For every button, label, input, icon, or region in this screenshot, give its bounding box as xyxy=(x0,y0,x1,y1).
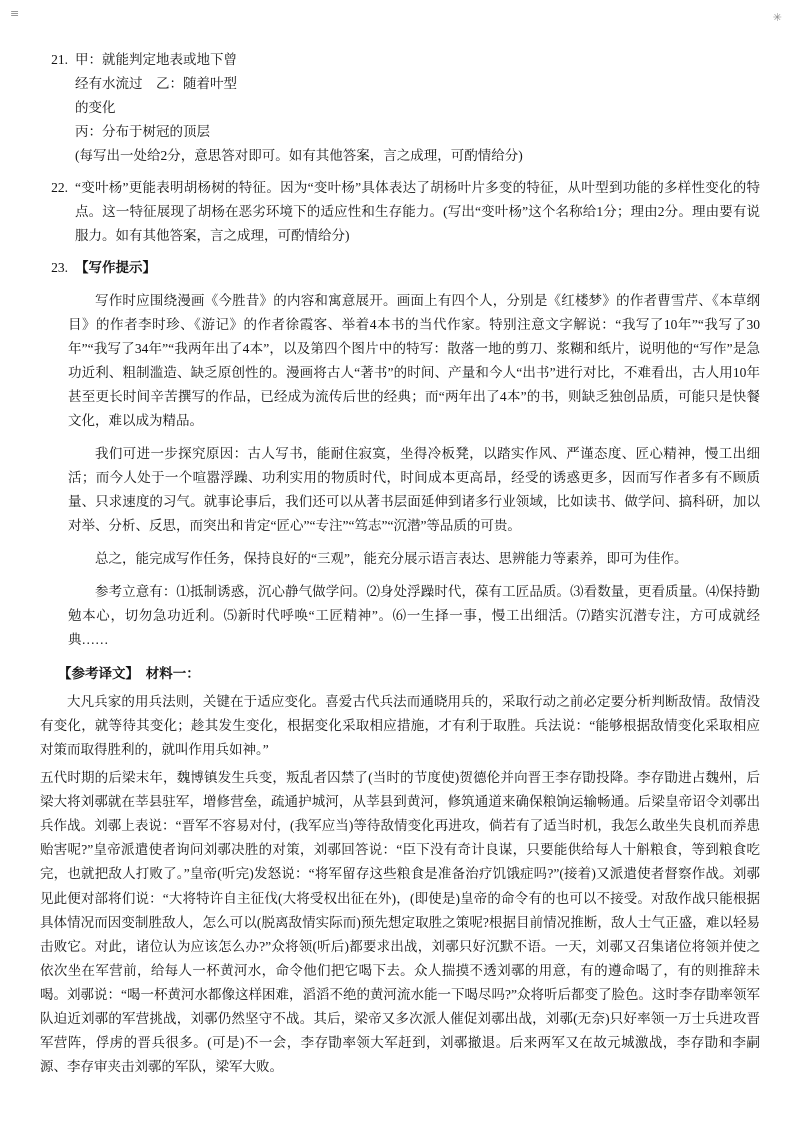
answer-item-21 xyxy=(40,48,760,168)
item-text xyxy=(75,176,760,248)
writing-hint-para-1: 写作时应围绕漫画《今胜昔》的内容和寓意展开。画面上有四个人，分别是《红楼梦》的作者曹雪芹、《本草纲目》的作者李时珍、《游记》的作者徐霞客、举着4本书的当代作家。特别注意文字解说：“我写了10年”“我写了30年”“我写了34年”“我两年出了4本”，以及第四个图片中的特写：散落一地的剪刀、浆糊和纸片，说明他的“写作”是急功近利、粗制滥造、缺乏原创性的。漫画将古人“著书”的时间、产量和今人“出书”进行对比，不难看出，古人用10年甚至更长时间辛苦撰写的作品，已经成为流传后世的经典；而“两年出了4本”的书，则缺乏独创品质，可能只是快餐文化，难以成为精品。 xyxy=(68,293,760,429)
corner-mark-right-icon: ✳ xyxy=(772,11,782,24)
translation-para-2: 五代时期的后梁末年，魏博镇发生兵变，叛乱者囚禁了(当时的节度使)贺德伦并向晋王李存勖投降。李存勖进占魏州，后梁大将刘鄩就在莘县驻军，增修营垒，疏通护城河，从莘县到黄河，修筑通道来确保粮饷运输畅通。后梁皇帝诏令刘鄩出兵作战。刘鄩上表说：“晋军不容易对付，(我军应当)等待敌情变化再进攻，倘若有了适当时机，我怎么敢坐失良机而养患贻害呢?”皇帝派遣使者询问刘鄩决胜的对策，刘鄩回答说：“臣下没有奇计良谋，只要能供给每人十斛粮食，等到粮食吃完，也就把敌人打败了。”皇帝(听完)发怒说：“将军留存这些粮食是准备治疗饥饿症吗?”(接着)又派遣使者督察作战。刘鄩见此便对部将们说：“大将特许自主征伐(大将受权出征在外)，(即使是)皇帝的命令有的也可以不接受。对敌作战只能根据具体情况而因变制胜敌人，怎么可以(脱离敌情实际而)预先想定取胜之策呢?根据目前情况推断，敌人士气正盛，难以轻易击败它。对此，诸位认为应该怎么办?”众将领(听后)都要求出战，刘鄩只好沉默不语。一天，刘鄩又召集诸位将领并使之依次坐在军营前，给每人一杯黄河水，命令他们把它喝下去。众人揣摸不透刘鄩的用意，有的遵命喝了，有的则推辞未喝。刘鄩说：“喝一杯黄河水都像这样困难，滔滔不绝的黄河流水能一下喝尽吗?”众将听后都变了脸色。这时李存勖率领军队迫近刘鄩的军营挑战，刘鄩仍然坚守不战。其后，梁帝又多次派人催促刘鄩出战，刘鄩(无奈)只好率领一万士兵进攻晋军营阵，俘虏的晋兵很多。(可是)不一会，李存勖率领大军赶到，刘鄩撤退。后来两军又在故元城激战，李存勖和李嗣源、李存审夹击刘鄩的军队，梁军大败。 xyxy=(40,770,760,1074)
item-text xyxy=(75,48,760,168)
item-line: 丙：分布于树冠的顶层 xyxy=(75,124,210,140)
item-line: 的变化 xyxy=(75,100,116,116)
translation-para-1: 大凡兵家的用兵法则，关键在于适应变化。喜爱古代兵法而通晓用兵的，采取行动之前必定要分析判断敌情。敌情没有变化，就等待其变化；趁其发生变化，根据变化采取相应措施，才有利于取胜。兵法说：“能够根据敌情变化采取相应对策而取得胜利的，就叫作用兵如神。” xyxy=(40,694,760,758)
item-line: 【写作提示】 xyxy=(75,260,156,276)
item-number: 22. xyxy=(51,180,68,196)
reference-translation-heading: 【参考译文】 材料一： xyxy=(58,666,200,682)
writing-hint-para-4: 参考立意有：⑴抵制诱惑，沉心静气做学问。⑵身处浮躁时代，葆有工匠品质。⑶看数量，更看质量。⑷保持勤勉本心，切勿急功近利。⑸新时代呼唤“工匠精神”。⑹一生择一事，慢工出细活。⑺踏实沉潜专注，方可成就经典…… xyxy=(68,584,760,648)
writing-hint-para-3: 总之，能完成写作任务，保持良好的“三观”，能充分展示语言表达、思辨能力等素养，即可为佳作。 xyxy=(95,551,688,567)
item-line: (每写出一处给2分，意思答对即可。如有其他答案，言之成理，可酌情给分) xyxy=(75,148,523,164)
writing-hint-para-2: 我们可进一步探究原因：古人写书，能耐住寂寞，坐得冷板凳，以踏实作风、严谨态度、匠心精神，慢工出细活；而今人处于一个喧嚣浮躁、功利实用的物质时代，时间成本更高昂，经受的诱惑更多，因而写作者多有不顾质量、只求速度的习气。就事论事后，我们还可以从著书层面延伸到诸多行业领域，比如读书、做学问、搞科研，加以对举、分析、反思，而突出和肯定“匠心”“专注”“笃志”“沉潜”等品质的可贵。 xyxy=(68,446,760,534)
answer-item-22 xyxy=(40,176,760,248)
item-number: 21. xyxy=(51,52,68,67)
item-line: “变叶杨”更能表明胡杨树的特征。因为“变叶杨”具体表达了胡杨叶片多变的特征，从叶型到功能的多样性变化的特点。这一特征展现了胡杨在恶劣环境下的适应性和生存能力。(写出“变叶杨”这个名称给1分；理由2分。理由要有说服力。如有其他答案，言之成理，可酌情给分) xyxy=(75,180,760,244)
document-body xyxy=(40,48,760,1079)
item-number: 23. xyxy=(51,260,68,276)
corner-mark-left-icon: ≡ xyxy=(10,7,20,20)
item-line: 经有水流过 乙：随着叶型 xyxy=(75,76,237,92)
item-line: 甲：就能判定地表或地下曾 xyxy=(75,52,237,67)
answer-item-23 xyxy=(40,256,760,280)
item-text xyxy=(75,256,760,280)
